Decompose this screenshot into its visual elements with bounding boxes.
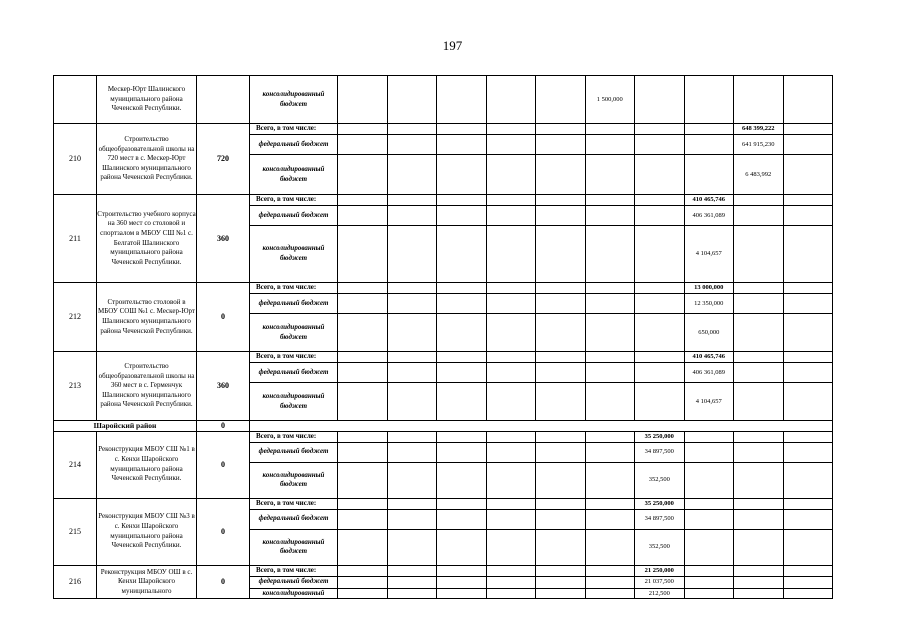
empty-cell <box>387 314 437 352</box>
funding-value: 1 500,000 <box>585 76 635 124</box>
empty-cell <box>585 352 635 363</box>
empty-cell <box>635 314 685 352</box>
empty-cell <box>585 195 635 206</box>
empty-cell <box>585 383 635 421</box>
empty-cell <box>387 498 437 509</box>
empty-cell <box>585 363 635 383</box>
empty-cell <box>635 352 685 363</box>
empty-cell <box>684 588 734 599</box>
object-name: Строительство столовой в МБОУ СОШ №1 с. Мескер-Юрт Шалинского муниципального района Чеченской Республики. <box>97 283 197 352</box>
empty-cell <box>338 431 388 442</box>
empty-cell <box>437 155 487 195</box>
capacity: 0 <box>197 431 250 498</box>
source-label: федеральный бюджет <box>250 206 338 226</box>
empty-cell <box>734 352 784 363</box>
empty-cell <box>486 352 536 363</box>
empty-cell <box>387 529 437 565</box>
empty-cell <box>387 352 437 363</box>
empty-cell <box>585 155 635 195</box>
empty-cell <box>536 155 586 195</box>
table-row <box>54 565 833 576</box>
empty-cell <box>437 76 487 124</box>
empty-cell <box>437 588 487 599</box>
district-empty-cell <box>250 421 833 432</box>
empty-cell <box>486 383 536 421</box>
empty-cell <box>585 498 635 509</box>
capacity: 720 <box>197 124 250 195</box>
empty-cell <box>536 462 586 498</box>
empty-cell <box>585 442 635 462</box>
empty-cell <box>783 76 833 124</box>
empty-cell <box>684 155 734 195</box>
capacity: 0 <box>197 498 250 565</box>
source-label: консолидированный <box>250 588 338 599</box>
empty-cell <box>486 498 536 509</box>
empty-cell <box>635 294 685 314</box>
page-number: 197 <box>442 38 463 53</box>
empty-cell <box>536 498 586 509</box>
row-number: 212 <box>54 283 97 352</box>
empty-cell <box>783 283 833 294</box>
source-label: консолидированный бюджет <box>250 76 338 124</box>
funding-value: 406 361,089 <box>684 206 734 226</box>
empty-cell <box>783 352 833 363</box>
empty-cell <box>585 283 635 294</box>
empty-cell <box>338 529 388 565</box>
empty-cell <box>783 509 833 529</box>
empty-cell <box>635 76 685 124</box>
empty-cell <box>387 294 437 314</box>
funding-value: 6 483,992 <box>734 155 784 195</box>
empty-cell <box>437 352 487 363</box>
table-row <box>54 352 833 363</box>
object-name: Строительство общеобразовательной школы на 720 мест в с. Мескер-Юрт Шалинского муниципального района Чеченской Республики. <box>97 124 197 195</box>
empty-cell <box>536 529 586 565</box>
funding-value: 34 897,500 <box>635 442 685 462</box>
empty-cell <box>536 206 586 226</box>
empty-cell <box>734 509 784 529</box>
source-label: федеральный бюджет <box>250 576 338 588</box>
empty-cell <box>437 442 487 462</box>
empty-cell <box>338 124 388 135</box>
funding-value: 4 104,657 <box>684 383 734 421</box>
empty-cell <box>338 442 388 462</box>
empty-cell <box>585 565 635 576</box>
empty-cell <box>338 226 388 283</box>
empty-cell <box>486 576 536 588</box>
funding-value: 35 250,000 <box>635 498 685 509</box>
empty-cell <box>734 76 784 124</box>
source-total-label: Всего, в том числе: <box>250 124 338 135</box>
empty-cell <box>684 498 734 509</box>
empty-cell <box>734 294 784 314</box>
empty-cell <box>387 135 437 155</box>
source-label: консолидированный бюджет <box>250 529 338 565</box>
empty-cell <box>684 529 734 565</box>
empty-cell <box>783 431 833 442</box>
empty-cell <box>734 442 784 462</box>
empty-cell <box>585 294 635 314</box>
empty-cell <box>387 431 437 442</box>
empty-cell <box>387 206 437 226</box>
empty-cell <box>783 206 833 226</box>
empty-cell <box>387 588 437 599</box>
empty-cell <box>486 565 536 576</box>
empty-cell <box>338 363 388 383</box>
empty-cell <box>536 283 586 294</box>
empty-cell <box>783 363 833 383</box>
funding-value: 35 250,000 <box>635 431 685 442</box>
empty-cell <box>635 195 685 206</box>
empty-cell <box>338 576 388 588</box>
empty-cell <box>783 588 833 599</box>
empty-cell <box>536 314 586 352</box>
empty-cell <box>783 383 833 421</box>
source-total-label: Всего, в том числе: <box>250 431 338 442</box>
empty-cell <box>387 124 437 135</box>
empty-cell <box>734 462 784 498</box>
empty-cell <box>635 226 685 283</box>
empty-cell <box>635 363 685 383</box>
empty-cell <box>734 576 784 588</box>
empty-cell <box>684 124 734 135</box>
empty-cell <box>437 383 487 421</box>
table-row <box>54 195 833 206</box>
empty-cell <box>536 565 586 576</box>
empty-cell <box>338 135 388 155</box>
table-row <box>54 76 833 124</box>
object-name: Реконструкция МБОУ ОШ в с. Кенхи Шаройского муниципального <box>97 565 197 599</box>
empty-cell <box>783 226 833 283</box>
table-row <box>54 283 833 294</box>
empty-cell <box>437 124 487 135</box>
empty-cell <box>486 363 536 383</box>
capacity <box>197 76 250 124</box>
empty-cell <box>783 124 833 135</box>
source-label: консолидированный бюджет <box>250 155 338 195</box>
empty-cell <box>783 442 833 462</box>
empty-cell <box>338 206 388 226</box>
funding-value: 406 361,089 <box>684 363 734 383</box>
empty-cell <box>437 314 487 352</box>
empty-cell <box>734 195 784 206</box>
empty-cell <box>536 135 586 155</box>
funding-value: 21 037,500 <box>635 576 685 588</box>
source-label: консолидированный бюджет <box>250 226 338 283</box>
empty-cell <box>734 529 784 565</box>
empty-cell <box>783 314 833 352</box>
empty-cell <box>783 529 833 565</box>
empty-cell <box>338 588 388 599</box>
empty-cell <box>734 363 784 383</box>
object-name: Мескер-Юрт Шалинского муниципального района Чеченской Республики. <box>97 76 197 124</box>
source-total-label: Всего, в том числе: <box>250 565 338 576</box>
empty-cell <box>585 206 635 226</box>
district-name: Шаройский район <box>54 421 197 432</box>
empty-cell <box>585 588 635 599</box>
funding-value: 212,500 <box>635 588 685 599</box>
object-name: Реконструкция МБОУ СШ №1 в с. Кенхи Шаройского муниципального района Чеченской Республики. <box>97 431 197 498</box>
empty-cell <box>635 383 685 421</box>
funding-value: 13 000,000 <box>684 283 734 294</box>
empty-cell <box>387 195 437 206</box>
empty-cell <box>734 383 784 421</box>
row-number: 215 <box>54 498 97 565</box>
table-row <box>54 431 833 442</box>
capacity: 0 <box>197 283 250 352</box>
empty-cell <box>387 76 437 124</box>
empty-cell <box>387 383 437 421</box>
capacity: 0 <box>197 565 250 599</box>
funding-value: 34 897,500 <box>635 509 685 529</box>
empty-cell <box>437 529 487 565</box>
source-label: федеральный бюджет <box>250 442 338 462</box>
source-label: федеральный бюджет <box>250 294 338 314</box>
empty-cell <box>536 226 586 283</box>
empty-cell <box>783 462 833 498</box>
capacity: 360 <box>197 195 250 283</box>
object-name: Строительство общеобразовательной школы на 360 мест в с. Герменчук Шалинского муниципального района Чеченской Республики. <box>97 352 197 421</box>
empty-cell <box>437 565 487 576</box>
empty-cell <box>338 498 388 509</box>
empty-cell <box>536 124 586 135</box>
empty-cell <box>437 509 487 529</box>
source-label: федеральный бюджет <box>250 509 338 529</box>
funding-value: 410 465,746 <box>684 352 734 363</box>
empty-cell <box>536 363 586 383</box>
row-number: 213 <box>54 352 97 421</box>
empty-cell <box>387 576 437 588</box>
empty-cell <box>783 135 833 155</box>
empty-cell <box>486 195 536 206</box>
empty-cell <box>437 431 487 442</box>
empty-cell <box>486 462 536 498</box>
source-total-label: Всего, в том числе: <box>250 498 338 509</box>
row-number: 216 <box>54 565 97 599</box>
empty-cell <box>635 283 685 294</box>
funding-value: 641 915,230 <box>734 135 784 155</box>
funding-value: 21 250,000 <box>635 565 685 576</box>
empty-cell <box>338 283 388 294</box>
empty-cell <box>486 509 536 529</box>
empty-cell <box>437 498 487 509</box>
empty-cell <box>437 135 487 155</box>
empty-cell <box>486 442 536 462</box>
row-number: 214 <box>54 431 97 498</box>
empty-cell <box>684 462 734 498</box>
empty-cell <box>486 206 536 226</box>
empty-cell <box>338 352 388 363</box>
empty-cell <box>536 576 586 588</box>
funding-value: 352,500 <box>635 529 685 565</box>
empty-cell <box>734 588 784 599</box>
empty-cell <box>585 529 635 565</box>
empty-cell <box>734 565 784 576</box>
empty-cell <box>585 431 635 442</box>
funding-value: 648 399,222 <box>734 124 784 135</box>
empty-cell <box>635 124 685 135</box>
empty-cell <box>684 135 734 155</box>
empty-cell <box>783 195 833 206</box>
empty-cell <box>387 442 437 462</box>
budget-table <box>53 75 833 599</box>
empty-cell <box>585 576 635 588</box>
empty-cell <box>684 509 734 529</box>
empty-cell <box>437 283 487 294</box>
empty-cell <box>338 462 388 498</box>
empty-cell <box>486 314 536 352</box>
empty-cell <box>734 314 784 352</box>
empty-cell <box>387 565 437 576</box>
source-label: федеральный бюджет <box>250 135 338 155</box>
row-number: 211 <box>54 195 97 283</box>
empty-cell <box>437 195 487 206</box>
empty-cell <box>536 294 586 314</box>
empty-cell <box>338 155 388 195</box>
source-total-label: Всего, в том числе: <box>250 283 338 294</box>
empty-cell <box>536 431 586 442</box>
empty-cell <box>585 462 635 498</box>
empty-cell <box>734 498 784 509</box>
empty-cell <box>684 431 734 442</box>
empty-cell <box>536 509 586 529</box>
empty-cell <box>783 565 833 576</box>
empty-cell <box>387 155 437 195</box>
empty-cell <box>536 383 586 421</box>
empty-cell <box>585 226 635 283</box>
empty-cell <box>437 226 487 283</box>
empty-cell <box>585 124 635 135</box>
empty-cell <box>783 155 833 195</box>
empty-cell <box>585 509 635 529</box>
source-label: консолидированный бюджет <box>250 462 338 498</box>
row-number <box>54 76 97 124</box>
empty-cell <box>536 76 586 124</box>
object-name: Реконструкция МБОУ СШ №3 в с. Кенхи Шаройского муниципального района Чеченской Республики. <box>97 498 197 565</box>
capacity: 360 <box>197 352 250 421</box>
empty-cell <box>635 155 685 195</box>
empty-cell <box>338 565 388 576</box>
empty-cell <box>684 76 734 124</box>
empty-cell <box>437 462 487 498</box>
empty-cell <box>635 206 685 226</box>
empty-cell <box>486 431 536 442</box>
empty-cell <box>486 529 536 565</box>
empty-cell <box>338 195 388 206</box>
empty-cell <box>338 383 388 421</box>
empty-cell <box>486 155 536 195</box>
funding-value: 352,500 <box>635 462 685 498</box>
empty-cell <box>486 294 536 314</box>
empty-cell <box>783 498 833 509</box>
funding-value: 4 104,657 <box>684 226 734 283</box>
empty-cell <box>486 124 536 135</box>
empty-cell <box>783 576 833 588</box>
empty-cell <box>338 294 388 314</box>
empty-cell <box>338 509 388 529</box>
empty-cell <box>684 442 734 462</box>
empty-cell <box>387 226 437 283</box>
empty-cell <box>734 206 784 226</box>
source-label: консолидированный бюджет <box>250 383 338 421</box>
empty-cell <box>734 226 784 283</box>
empty-cell <box>387 509 437 529</box>
empty-cell <box>486 76 536 124</box>
empty-cell <box>536 352 586 363</box>
empty-cell <box>437 576 487 588</box>
empty-cell <box>536 588 586 599</box>
empty-cell <box>387 363 437 383</box>
empty-cell <box>635 135 685 155</box>
funding-value: 12 350,000 <box>684 294 734 314</box>
empty-cell <box>486 283 536 294</box>
object-name: Строительство учебного корпуса на 360 мест со столовой и спортзалом в МБОУ СШ №1 с. Белгатой Шалинского муниципального района Чеченской Республики. <box>97 195 197 283</box>
source-label: консолидированный бюджет <box>250 314 338 352</box>
empty-cell <box>734 283 784 294</box>
empty-cell <box>387 283 437 294</box>
empty-cell <box>437 294 487 314</box>
empty-cell <box>585 314 635 352</box>
empty-cell <box>684 565 734 576</box>
empty-cell <box>486 588 536 599</box>
empty-cell <box>783 294 833 314</box>
empty-cell <box>387 462 437 498</box>
empty-cell <box>734 431 784 442</box>
source-label: федеральный бюджет <box>250 363 338 383</box>
empty-cell <box>684 576 734 588</box>
empty-cell <box>486 226 536 283</box>
table-row <box>54 498 833 509</box>
empty-cell <box>536 195 586 206</box>
source-total-label: Всего, в том числе: <box>250 352 338 363</box>
empty-cell <box>536 442 586 462</box>
empty-cell <box>338 314 388 352</box>
district-capacity: 0 <box>197 421 250 432</box>
empty-cell <box>437 206 487 226</box>
table-row <box>54 124 833 135</box>
funding-value: 410 465,746 <box>684 195 734 206</box>
row-number: 210 <box>54 124 97 195</box>
source-total-label: Всего, в том числе: <box>250 195 338 206</box>
district-row <box>54 421 833 432</box>
empty-cell <box>486 135 536 155</box>
funding-value: 650,000 <box>684 314 734 352</box>
empty-cell <box>437 363 487 383</box>
empty-cell <box>585 135 635 155</box>
empty-cell <box>338 76 388 124</box>
